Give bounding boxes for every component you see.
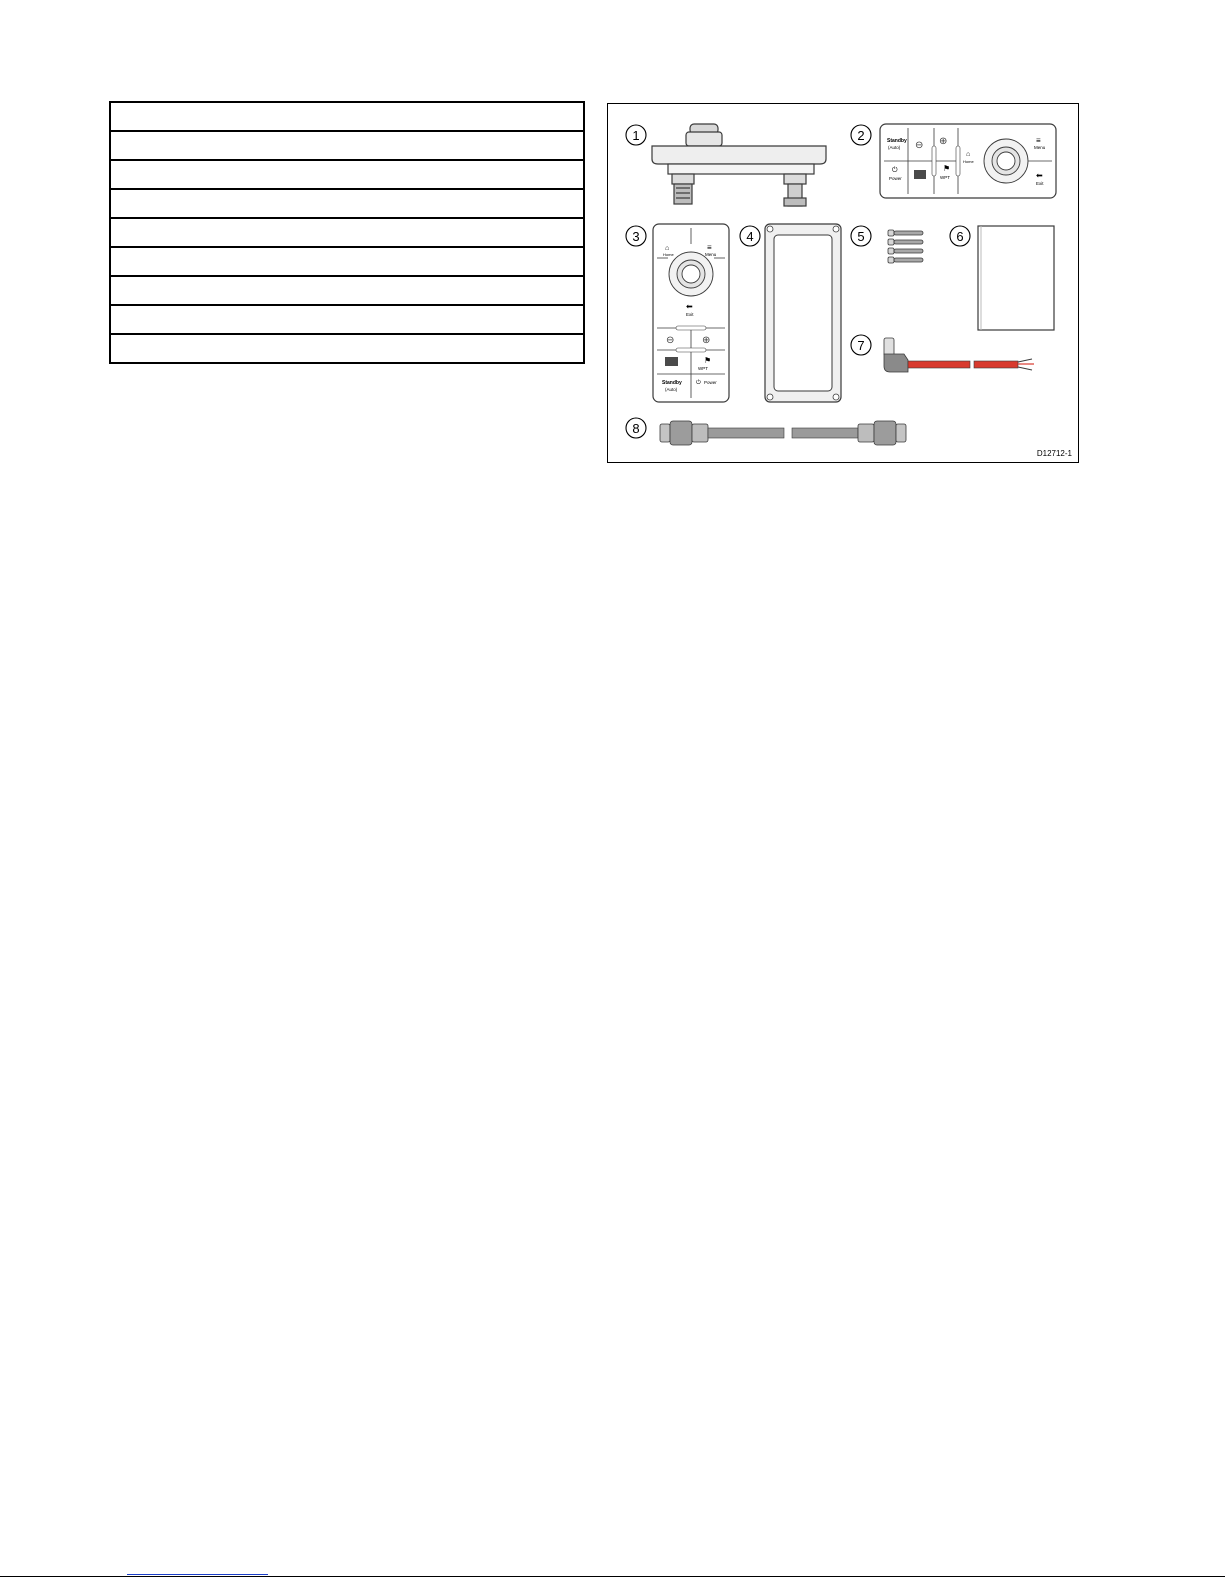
label-power: Power [889,176,902,181]
gasket-cutout [774,235,832,391]
keypad-rear-housing [668,164,814,174]
screw-shaft [894,249,923,253]
exit-arrow-icon: ⬅ [1036,171,1043,180]
screw-shaft [894,240,923,244]
label-exit: Exit [686,312,694,317]
table-cell [110,218,584,247]
keypad-horizontal [880,124,1056,198]
parts-table-body [110,102,584,363]
cable-connector-body [874,421,896,445]
cable-connector-boot [858,424,874,442]
table-cell [110,160,584,189]
label-auto: (Auto) [888,145,901,150]
table-row [110,247,584,276]
home-icon: ⌂ [665,245,670,252]
table-row [110,218,584,247]
callout-7: 7 [857,338,865,353]
callout-1: 1 [632,128,640,143]
exit-arrow-icon: ⬅ [686,302,693,311]
screw-head [888,257,894,263]
cable-connector-body [670,421,692,445]
label-menu: Menu [1034,145,1046,150]
keypad-bezel [652,146,826,164]
cable-sheath-grey [792,428,858,438]
mounting-gasket [765,224,841,402]
cable-connector-nut [660,424,670,442]
screw-head [888,248,894,254]
table-row [110,334,584,363]
footer-rule [0,1576,1225,1577]
connector-left-collar [672,174,694,184]
table-cell [110,131,584,160]
menu-icon: ≡ [707,243,712,252]
network-cable [660,421,906,445]
parts-figure [607,103,1079,463]
screw-head [888,230,894,236]
joystick-center [997,152,1015,170]
table-row [110,131,584,160]
cable-sheath-red [908,361,970,368]
cable-connector-boot [692,424,708,442]
power-connector-plug [884,338,894,356]
cable-wire [1018,359,1032,362]
power-icon: ⏻ [696,380,701,386]
screw-shaft [894,258,923,262]
home-icon: ⌂ [966,151,971,158]
label-standby: Standby [662,380,682,386]
callout-8: 8 [632,421,640,436]
callout-5: 5 [857,229,865,244]
keypad-side-view [652,124,826,206]
label-home: Home [663,252,674,257]
cable-sheath-grey [708,428,784,438]
cable-connector-nut [896,424,906,442]
table-row [110,305,584,334]
connector-right-nut [784,198,806,206]
label-power: Power [704,380,717,385]
documentation-pack [978,226,1054,330]
callout-3: 3 [632,229,640,244]
label-wpt: WPT [940,175,950,180]
gasket-hole [833,226,839,232]
footer-link-underline[interactable] [127,1574,268,1575]
key-slot [932,146,936,176]
label-standby: Standby [887,138,907,144]
table-row [110,160,584,189]
screw-head [888,239,894,245]
table-cell [110,334,584,363]
table-row [110,276,584,305]
table-row [110,102,584,131]
label-home: Home [963,159,974,164]
connector-left [674,184,692,204]
gasket-hole [833,394,839,400]
waypoint-flag-icon: ⚑ [943,164,951,173]
callout-2: 2 [857,128,865,143]
table-cell [110,305,584,334]
table-cell [110,276,584,305]
waypoint-flag-icon: ⚑ [704,356,712,365]
callout-6: 6 [956,229,964,244]
table-row [110,189,584,218]
zoom-in-icon: ⊕ [939,136,948,147]
zoom-out-icon: ⊖ [915,140,924,151]
gasket-hole [767,394,773,400]
zoom-in-icon: ⊕ [702,335,711,346]
cable-wire [1018,367,1032,370]
keypad-vertical [653,224,729,402]
power-cable [884,338,1034,372]
key-slot [676,348,706,352]
label-wpt: WPT [698,366,708,371]
table-cell [110,189,584,218]
figure-id: D12712-1 [1036,449,1072,458]
table-cell [110,102,584,131]
screw-shaft [894,231,923,235]
power-icon: ⏻ [892,167,898,174]
table-cell [110,247,584,276]
parts-table [109,101,585,364]
key-slot [956,146,960,176]
layers-icon [914,170,926,179]
cable-sheath-red [974,361,1018,368]
gasket-hole [767,226,773,232]
layers-icon [665,357,678,366]
connector-right-collar [784,174,806,184]
joystick-base [686,132,722,146]
fixing-screws [888,230,923,263]
label-exit: Exit [1036,181,1044,186]
parts-illustration [608,104,1078,462]
label-menu: Menu [705,252,717,257]
zoom-out-icon: ⊖ [666,335,675,346]
key-slot [676,326,706,330]
power-connector-body [884,354,908,372]
callout-4: 4 [746,229,754,244]
menu-icon: ≡ [1036,136,1041,145]
label-auto: (Auto) [665,387,678,392]
joystick-center [682,265,700,283]
